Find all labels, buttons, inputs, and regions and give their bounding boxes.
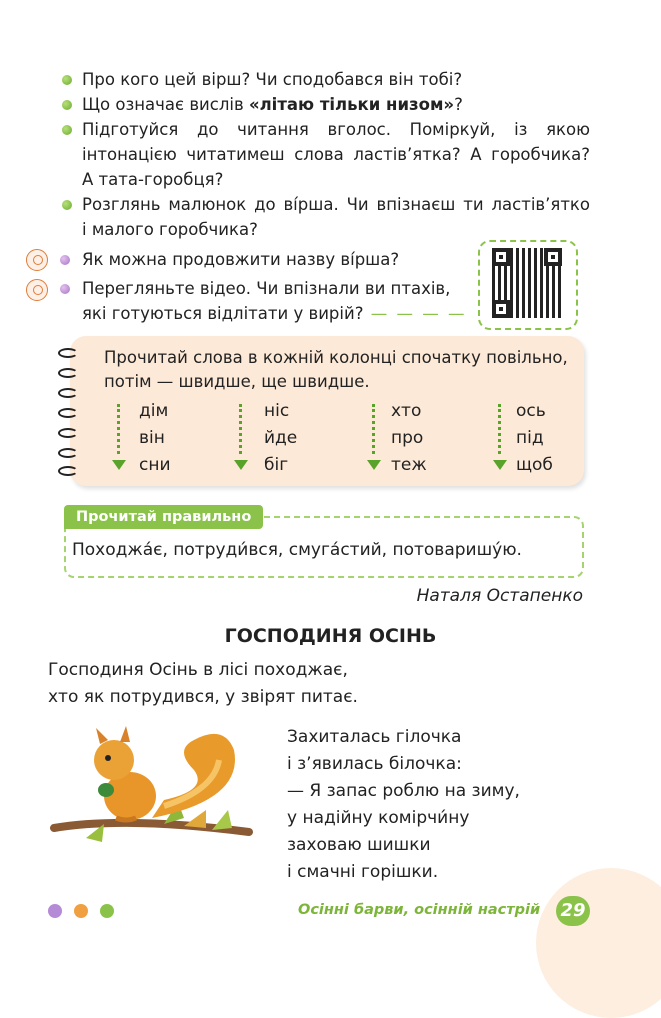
bullet-icon (62, 75, 72, 85)
bullet-purple-icon (60, 284, 70, 294)
question-4-line-1: Розглянь малюнок до ві́рша. Чи впізнаєш ти ластів’ятко (82, 195, 590, 214)
spiral-ring-icon (58, 408, 78, 418)
word: теж (391, 455, 427, 475)
spiral-ring-icon (58, 388, 78, 398)
bullet-icon (62, 200, 72, 210)
poem-line: заховаю шишки (287, 835, 431, 855)
reading-instruction-line-2: потім — швидше, ще швидше. (104, 372, 370, 391)
word: щоб (516, 455, 553, 475)
poem-line: Захиталась гілочка (287, 727, 462, 747)
poem-line: хто як потрудився, у звірят питає. (48, 687, 358, 707)
footer-dot-purple-icon (48, 904, 62, 918)
arrow-down-icon (493, 460, 507, 470)
word: дім (139, 401, 169, 421)
word: під (516, 428, 544, 448)
bullet-icon (62, 125, 72, 135)
page-number: 29 (556, 896, 590, 926)
word: біг (264, 455, 289, 475)
question-1: Про кого цей вірш? Чи сподобався він тобі? (82, 70, 463, 89)
arrow-down-icon (367, 460, 381, 470)
question-2: Що означає вислів «літаю тільки низом»? (82, 95, 463, 114)
word: ось (516, 401, 546, 421)
word: ніс (264, 401, 290, 421)
word: сни (139, 455, 171, 475)
question-4-line-2: і малого горобчика? (82, 220, 258, 239)
footer-dot-orange-icon (74, 904, 88, 918)
squirrel-illustration (44, 720, 254, 870)
word: він (139, 428, 165, 448)
group-question-2-line-1: Перегляньте відео. Чи впізнали ви птахів, (82, 279, 451, 298)
question-3-line-3: А тата-горобця? (82, 170, 224, 189)
word: про (391, 428, 424, 448)
spiral-ring-icon (58, 368, 78, 378)
poem-line: — Я запас роблю на зиму, (287, 781, 520, 801)
group-work-icon (26, 249, 48, 271)
bullet-purple-icon (60, 255, 70, 265)
word: хто (391, 401, 422, 421)
group-question-1: Як можна продовжити назву ві́рша? (82, 250, 400, 269)
column-guide-line (117, 404, 120, 454)
spiral-ring-icon (58, 348, 78, 358)
bullet-icon (62, 100, 72, 110)
question-3-line-2: інтонацією читатимеш слова ластів’ятка? А горобчика? (82, 145, 590, 164)
section-title: Осінні барви, осінній настрій (298, 902, 541, 918)
group-question-2-line-2: які готуються відлітати у вирій? — — — — (82, 304, 467, 323)
word: йде (264, 428, 298, 448)
column-guide-line (372, 404, 375, 454)
arrow-down-icon (112, 460, 126, 470)
qr-code-icon[interactable] (492, 248, 562, 318)
page-corner-decoration (536, 868, 661, 1018)
question-3-line-1: Підготуйся до читання вголос. Поміркуй, із якою (82, 120, 590, 139)
poem-line: Господиня Осінь в лісі походжає, (48, 660, 348, 680)
poem-title: ГОСПОДИНЯ ОСІНЬ (224, 625, 437, 647)
author-name: Наталя Остапенко (416, 586, 583, 606)
spiral-ring-icon (58, 428, 78, 438)
read-correctly-label: Прочитай правильно (64, 505, 263, 529)
spiral-ring-icon (58, 466, 78, 476)
poem-line: і смачні горішки. (287, 862, 439, 882)
reading-instruction-line-1: Прочитай слова в кожній колонці спочатку повільно, (104, 348, 568, 367)
poem-line: і з’явилась білочка: (287, 754, 462, 774)
pair-work-icon (26, 279, 48, 301)
poem-line: у надійну комірчи́ну (287, 808, 470, 828)
spiral-ring-icon (58, 448, 78, 458)
read-correctly-text: Походжа́є, потруди́вся, смуга́стий, потоваришу́ю. (72, 540, 522, 560)
column-guide-line (239, 404, 242, 454)
column-guide-line (498, 404, 501, 454)
footer-dot-green-icon (100, 904, 114, 918)
arrow-down-icon (234, 460, 248, 470)
